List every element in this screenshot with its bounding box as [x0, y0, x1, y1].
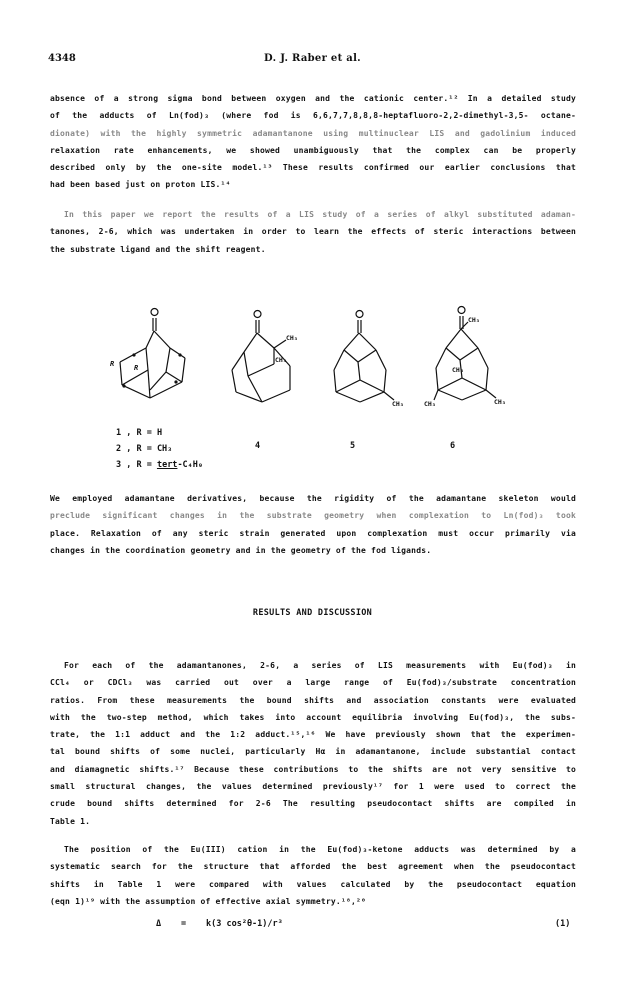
- methyl-label: CH₃: [468, 316, 480, 324]
- paragraph-eu-position: [50, 841, 576, 910]
- text-line: dionate) with the highly symmetric adamantanone using multinuclear LIS and gadolinium induced: [50, 128, 576, 138]
- text-line: of the adducts of Ln(fod)₃ (where fod is 6,6,7,7,8,8,8-heptafluoro-2,2-dimethyl-3,5- octane-: [50, 111, 576, 121]
- text-line: described only by the one-site model.¹³ These results confirmed our earlier conclusions that: [50, 163, 576, 173]
- text-line: CCl₄ or CDCl₃ was carried out over a large range of Eu(fod)₃/substrate concentration: [50, 678, 576, 688]
- text-line: systematic search for the structure that afforded the best agreement when the pseudocontact: [50, 862, 576, 872]
- compound-2-label: 2 , R = CH₃: [116, 444, 173, 454]
- equation-number: (1): [555, 919, 571, 929]
- compound-labels-1-3: [116, 425, 203, 473]
- paragraph-study-aim: [50, 206, 576, 258]
- text-line: had been based just on proton LIS.¹⁴: [50, 180, 231, 190]
- equation-lhs: Δ: [156, 919, 162, 929]
- text-line: crude bound shifts determined for 2-6 The resulting pseudocontact shifts are compiled in: [50, 799, 576, 809]
- text-line: shifts in Table 1 were compared with values calculated by the pseudocontact equation: [50, 879, 576, 889]
- text-line: place. Relaxation of any steric strain generated upon complexation must occur primarily via: [50, 528, 576, 538]
- compound-5-number: 5: [350, 441, 356, 451]
- text-line: small structural changes, the values determined previously¹⁷ for 1 were used to correct the: [50, 782, 576, 792]
- equation-rhs: k(3 cos²θ-1)/r³: [206, 919, 283, 929]
- dimethyl-adamantanone-structure: [222, 300, 322, 412]
- text-line: absence of a strong sigma bond between oxygen and the cationic center.¹² In a detailed study: [50, 94, 576, 103]
- methyl-label: CH₃: [424, 400, 436, 408]
- structure-compound-6: [424, 300, 524, 412]
- text-line: For each of the adamantanones, 2-6, a series of LIS measurements with Eu(fod)₃ in: [64, 661, 576, 670]
- text-line: with the two-step method, which takes into account equilibria involving Eu(fod)₃, the subs-: [50, 712, 576, 722]
- methyl-label: CH₃: [275, 356, 287, 364]
- text-line: tanones, 2-6, which was undertaken in order to learn the effects of steric interactions between: [50, 227, 576, 237]
- compound-3-label: 3 , R = tert-C₄H₉: [116, 460, 204, 470]
- methyl-adamantanone-structure: [324, 300, 424, 412]
- text-line: tal bound shifts of some nuclei, particularly Hα in adamantanone, include substantial contact: [50, 747, 576, 757]
- paragraph-adamantane-rationale: [50, 490, 576, 559]
- methyl-label: CH₃: [286, 334, 298, 342]
- text-line: The position of the Eu(III) cation in the Eu(fod)₃-ketone adducts was determined by a: [64, 845, 576, 854]
- text-line: relaxation rate enhancements, we showed unambiguously that the complex can be properly: [50, 145, 576, 155]
- compound-1-label: 1 , R = H: [116, 428, 163, 438]
- text-line: preclude significant changes in the substrate geometry when complexation to Ln(fod)₃ took: [50, 511, 576, 521]
- equation-equals: =: [181, 919, 187, 929]
- compound-6-number: 6: [450, 441, 456, 451]
- text-line: the substrate ligand and the shift reagent.: [50, 244, 266, 254]
- methyl-label: CH₃: [452, 366, 464, 374]
- structure-compound-5: [324, 300, 424, 412]
- section-heading: RESULTS AND DISCUSSION: [252, 608, 373, 618]
- page-number: 4348: [48, 53, 76, 64]
- structure-compound-4: [222, 300, 322, 412]
- paragraph-lis-measurements: [50, 657, 576, 830]
- text-line: trate, the 1:1 adduct and the 1:2 adduct.¹⁵,¹⁶ We have previously shown that the experimen-: [50, 730, 576, 740]
- text-line: Table 1.: [50, 816, 91, 826]
- svg-text:R: R: [110, 360, 115, 368]
- text-line: (eqn 1)¹⁹ with the assumption of effective axial symmetry.¹⁸,²⁰: [50, 896, 367, 906]
- text-line: In this paper we report the results of a LIS study of a series of alkyl substituted adaman-: [64, 210, 576, 219]
- text-line: We employed adamantane derivatives, because the rigidity of the adamantane skeleton would: [50, 494, 576, 503]
- structure-compounds-1-3: [110, 300, 210, 412]
- running-header-authors: D. J. Raber et al.: [264, 53, 361, 64]
- compound-4-number: 4: [255, 441, 261, 451]
- trimethyl-adamantanone-structure: [424, 300, 524, 412]
- methyl-label: CH₃: [494, 398, 506, 406]
- text-line: changes in the coordination geometry and in the geometry of the fod ligands.: [50, 545, 432, 555]
- text-line: and diamagnetic shifts.¹⁷ Because these contributions to the shifts are not very sensitive to: [50, 764, 576, 774]
- text-line: ratios. From these measurements the bound shifts and association constants were evaluated: [50, 695, 576, 705]
- adamantanone-r-structure: [110, 300, 210, 412]
- paragraph-intro-continued: [50, 90, 576, 194]
- methyl-label: CH₃: [392, 400, 404, 408]
- svg-text:R: R: [134, 364, 139, 372]
